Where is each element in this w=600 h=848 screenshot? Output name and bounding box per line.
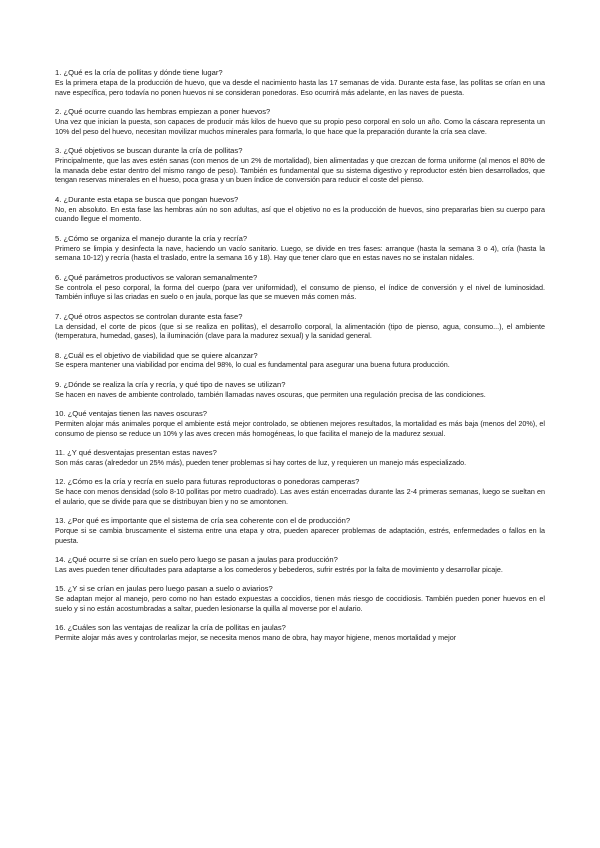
- question-5: 5. ¿Cómo se organiza el manejo durante la cría y recría?: [55, 233, 248, 243]
- answer-7: La densidad, el corte de picos (que si se realiza en pollitas), el desarrollo corporal, la alimentación (tipo de pienso, agua, consumo...), el ambiente (temperatura, humedad, gases), la iluminación (clave para la madurez sexual) y la sanidad general.: [55, 321, 545, 341]
- question-7: 7. ¿Qué otros aspectos se controlan durante esta fase?: [55, 311, 243, 321]
- answer-3: Principalmente, que las aves estén sanas (con menos de un 2% de mortalidad), bien alimentadas y que crezcan de forma uniforme (al menos el 80% de la manada debe estar dentro del mismo rango de peso). También es fundamental que su sistema digestivo y reproductor estén bien desarrollados, que tengan reservas minerales en el hueso, poca grasa y un buen índice de conversión para reducir el coste del pienso.: [55, 155, 545, 185]
- answer-9: Se hacen en naves de ambiente controlado, también llamadas naves oscuras, que permiten una regulación precisa de las condiciones.: [55, 389, 486, 399]
- question-1: 1. ¿Qué es la cría de pollitas y dónde tiene lugar?: [55, 68, 223, 77]
- qa-item-8: [55, 351, 545, 371]
- answer-14: Las aves pueden tener dificultades para adaptarse a los comederos y bebederos, sufrir estrés por la falta de movimiento y desarrollar picaje.: [55, 565, 503, 574]
- question-8: 8. ¿Cuál es el objetivo de viabilidad que se quiere alcanzar?: [55, 350, 258, 360]
- answer-1: Es la primera etapa de la producción de huevo, que va desde el nacimiento hasta las 17 semanas de vida. Durante esta fase, las pollitas se crían en una nave específica, pero todavía no ponen huevos ni se consideran ponedoras. Eso ocurrirá más adelante, en las naves de puesta.: [55, 77, 545, 97]
- qa-item-6: [55, 273, 545, 302]
- question-2: 2. ¿Qué ocurre cuando las hembras empiezan a poner huevos?: [55, 106, 271, 116]
- qa-item-10: [55, 409, 545, 438]
- qa-item-13: [55, 516, 545, 545]
- question-3: 3. ¿Qué objetivos se buscan durante la cría de pollitas?: [55, 145, 243, 155]
- question-15: 15. ¿Y si se crían en jaulas pero luego pasan a suelo o aviarios?: [55, 584, 273, 594]
- answer-4: No, en absoluto. En esta fase las hembras aún no son adultas, así que el objetivo no es la producción de huevos, sino prepararlas bien su cuerpo para cuando llegue el momento.: [55, 204, 545, 224]
- qa-item-2: [55, 107, 545, 136]
- answer-6: Se controla el peso corporal, la forma del cuerpo (para ver uniformidad), el consumo de pienso, el índice de conversión y el nivel de luminosidad. También influye si las criadas en suelo o en jaula, porque las que se mueven más comen más.: [55, 282, 545, 302]
- qa-item-5: [55, 234, 545, 263]
- question-9: 9. ¿Dónde se realiza la cría y recría, y qué tipo de naves se utilizan?: [55, 379, 286, 389]
- answer-8: Se espera mantener una viabilidad por encima del 98%, lo cual es fundamental para asegurar una buena futura producción.: [55, 360, 450, 370]
- answer-5: Primero se limpia y desinfecta la nave, haciendo un vacío sanitario. Luego, se divide en tres fases: arranque (hasta la semana 3 o 4), cría (hasta la semana 10-12) y recría (hasta el traslado, entre la semana 16 y 18). Hay que tener claro que en estas naves no se instalan nidales.: [55, 243, 545, 263]
- qa-item-9: [55, 380, 545, 400]
- question-16: 16. ¿Cuáles son las ventajas de realizar la cría de pollitas en jaulas?: [55, 623, 286, 633]
- qa-item-3: [55, 146, 545, 185]
- qa-item-4: [55, 195, 545, 224]
- document-page: [55, 68, 545, 653]
- answer-12: Se hace con menos densidad (solo 8-10 pollitas por metro cuadrado). Las aves están encerradas durante las 2-4 primeras semanas, luego se sueltan en el aulario, que se divide para que se distribuyan bien y no se amontonen.: [55, 487, 545, 506]
- answer-13: Porque si se cambia bruscamente el sistema entre una etapa y otra, pueden aparecer problemas de adaptación, estrés, enfermedades o fallos en la puesta.: [55, 526, 545, 545]
- answer-2: Una vez que inician la puesta, son capaces de producir más kilos de huevo que su propio peso corporal en solo un año. Como la cáscara representa un 10% del peso del huevo, necesitan movilizar muchos minerales para formarla, lo que hace que la preparación durante la cría sea clave.: [55, 116, 545, 136]
- question-10: 10. ¿Qué ventajas tienen las naves oscuras?: [55, 409, 207, 419]
- question-6: 6. ¿Qué parámetros productivos se valoran semanalmente?: [55, 272, 258, 282]
- question-11: 11. ¿Y qué desventajas presentan estas naves?: [55, 448, 217, 458]
- qa-item-7: [55, 312, 545, 341]
- question-13: 13. ¿Por qué es importante que el sistema de cría sea coherente con el de producción?: [55, 516, 351, 526]
- answer-11: Son más caras (alrededor un 25% más), pueden tener problemas si hay cortes de luz, y requieren un manejo más especializado.: [55, 457, 467, 467]
- qa-item-1: [55, 68, 545, 97]
- qa-item-11: [55, 448, 545, 468]
- qa-item-12: [55, 477, 545, 506]
- qa-item-16: [55, 623, 545, 643]
- answer-16: Permite alojar más aves y controlarlas mejor, se necesita menos mano de obra, hay mayor higiene, menos mortalidad y mejor: [55, 633, 457, 643]
- question-14: 14. ¿Qué ocurre si se crían en suelo pero luego se pasan a jaulas para producción?: [55, 555, 338, 565]
- qa-item-15: [55, 584, 545, 613]
- question-12: 12. ¿Cómo es la cría y recría en suelo para futuras reproductoras o ponedoras camperas?: [55, 477, 360, 487]
- qa-item-14: [55, 555, 545, 575]
- question-4: 4. ¿Durante esta etapa se busca que pongan huevos?: [55, 194, 239, 204]
- answer-15: Se adaptan mejor al manejo, pero como no han estado expuestas a coccidios, tienen más riesgo de coccidiosis. También pueden poner huevos en el suelo y si no están acostumbradas a saltar, pueden lesionarse la quilla al moverse por el aulario.: [55, 594, 545, 613]
- answer-10: Permiten alojar más animales porque el ambiente está mejor controlado, se obtienen mejores resultados, la mortalidad es más baja (menos del 20%), el consumo de pienso se reduce un 10% y las aves crecen más homogéneas, lo que facilita el manejo de la madurez sexual.: [55, 418, 545, 438]
